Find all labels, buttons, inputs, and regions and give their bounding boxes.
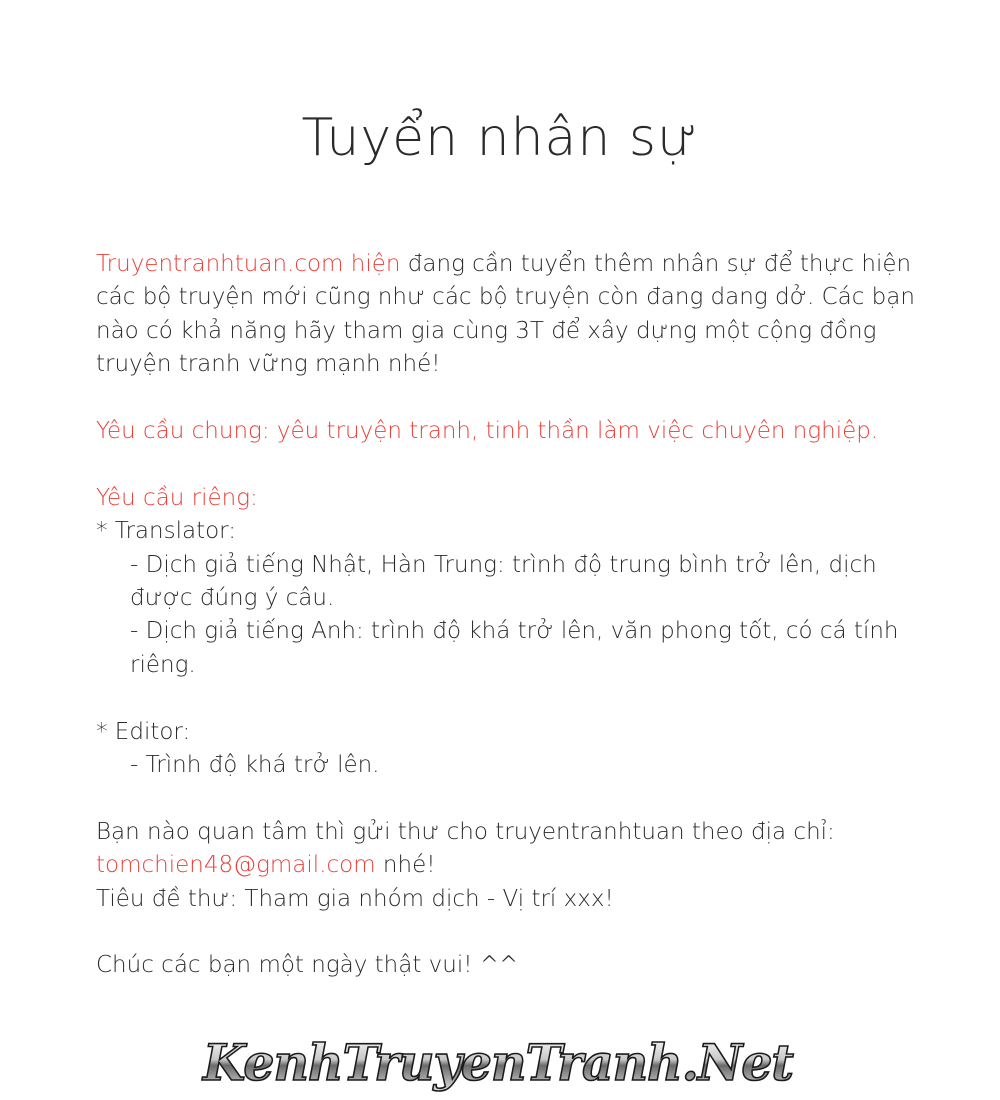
contact-email-line: [96, 849, 916, 882]
recruitment-notice: [96, 248, 916, 983]
intro-text: đang cần tuyển thêm nhân sự để thực hiện các bộ truyện mới cũng như các bộ truyện còn đang dang dở. Các bạn nào có khả năng hãy tham gia cùng 3T để xây dựng một cộng đồng truyện tranh vững mạnh nhé!: [96, 251, 915, 378]
spacer: [96, 682, 916, 715]
translator-label: * Translator:: [96, 518, 236, 545]
general-requirement: Yêu cầu chung: yêu truyện tranh, tinh thần làm việc chuyên nghiệp.: [96, 418, 879, 445]
editor-label: * Editor:: [96, 718, 191, 745]
editor-item: - Trình độ khá trở lên.: [130, 752, 380, 779]
email-subject: Tiêu đề thư: Tham gia nhóm dịch - Vị trí xxx!: [96, 885, 614, 912]
specific-requirement-heading: Yêu cầu riêng:: [96, 484, 258, 511]
email-link[interactable]: tomchien48@gmail.com: [96, 852, 376, 879]
spacer: [96, 916, 916, 949]
site-name-highlight: Truyentranhtuan.com hiện: [96, 251, 401, 277]
closing-line: Chúc các bạn một ngày thật vui! ^^: [96, 952, 519, 979]
watermark-logo: [0, 1028, 1000, 1100]
translator-item-english: - Dịch giả tiếng Anh: trình độ khá trở lên, văn phong tốt, có cá tính riêng.: [130, 618, 899, 678]
spacer: [96, 382, 916, 415]
page-title: Tuyển nhân sự: [301, 108, 699, 168]
email-suffix: nhé!: [375, 852, 436, 879]
spacer: [96, 448, 916, 481]
spacer: [96, 782, 916, 815]
watermark-text: KenhTruyenTranh.Net: [201, 1033, 794, 1092]
translator-item-japanese-korean-chinese: - Dịch giả tiếng Nhật, Hàn Trung: trình độ trung bình trở lên, dịch được đúng ý câu.: [130, 551, 877, 612]
contact-line: Bạn nào quan tâm thì gửi thư cho truyentranhtuan theo địa chỉ:: [96, 818, 835, 845]
intro-paragraph: [96, 248, 916, 382]
